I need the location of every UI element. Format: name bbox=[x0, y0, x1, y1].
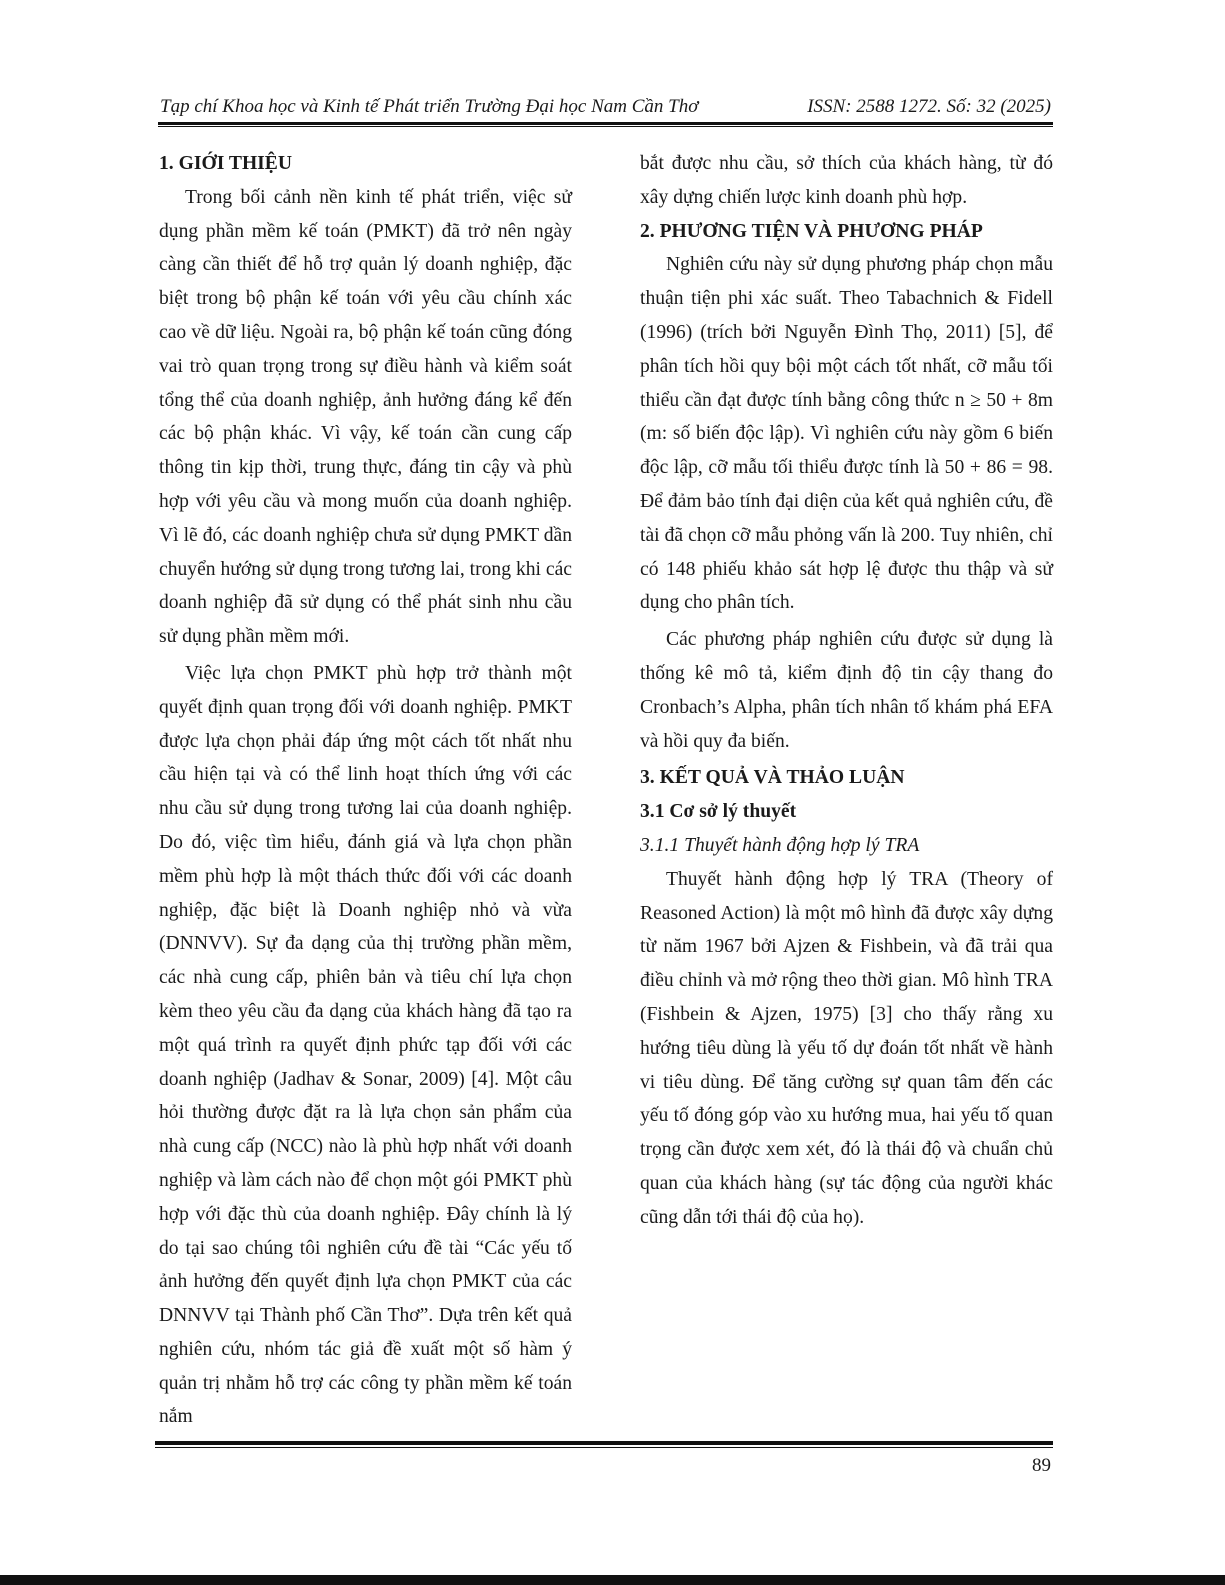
section-1-heading: 1. GIỚI THIỆU bbox=[159, 153, 293, 174]
methods-paragraph-2: Các phương pháp nghiên cứu được sử dụng là thống kê mô tả, kiểm định độ tin cậy thang đo Cronbach’s Alpha, phân tích nhân tố khám phá EFA và hồi quy đa biến. bbox=[640, 629, 1053, 752]
intro-paragraph-2: Việc lựa chọn PMKT phù hợp trở thành một quyết định quan trọng đối với doanh nghiệp. PMKT được lựa chọn phải đáp ứng một cách tốt nhất nhu cầu hiện tại và có thể linh hoạt thích ứng với các nhu cầu sử dụng trong tương lai của doanh nghiệp. Do đó, việc tìm hiểu, đánh giá và lựa chọn phần mềm phù hợp là một thách thức đối với các doanh nghiệp, đặc biệt là Doanh nghiệp nhỏ và vừa (DNNVV). Sự đa dạng của thị trường phần mềm, các nhà cung cấp, phiên bản và tiêu chí lựa chọn kèm theo yêu cầu đa dạng của khách hàng đã tạo ra một quá trình ra quyết định phức tạp đối với các doanh nghiệp (Jadhav & Sonar, 2009) [4]. Một câu hỏi thường được đặt ra là lựa chọn sản phẩm của nhà cung cấp (NCC) nào là phù hợp nhất với doanh nghiệp và làm cách nào để chọn một gói PMKT phù hợp với đặc thù của doanh nghiệp. Đây chính là lý do tại sao chúng tôi nghiên cứu đề tài “Các yếu tố ảnh hưởng đến quyết định lựa chọn PMKT của các DNNVV tại Thành phố Cần Thơ”. Dựa trên kết quả nghiên cứu, nhóm tác giả đề xuất một số hàm ý quản trị nhằm hỗ trợ các công ty phần mềm kế toán nắm bbox=[159, 662, 572, 1428]
header-divider bbox=[158, 122, 1053, 127]
journal-title: Tạp chí Khoa học và Kinh tế Phát triển Trường Đại học Nam Cần Thơ bbox=[160, 96, 699, 117]
subsection-3-1-heading: 3.1 Cơ sở lý thuyết bbox=[640, 801, 797, 823]
section-3-heading: 3. KẾT QUẢ VÀ THẢO LUẬN bbox=[640, 767, 905, 789]
section-2-heading: 2. PHƯƠNG TIỆN VÀ PHƯƠNG PHÁP bbox=[640, 220, 983, 242]
intro-paragraph-2-continued: bắt được nhu cầu, sở thích của khách hàng, từ đó xây dựng chiến lược kinh doanh phù hợp. bbox=[640, 153, 1053, 208]
methods-paragraph-1: Nghiên cứu này sử dụng phương pháp chọn mẫu thuận tiện phi xác suất. Theo Tabachnich & Fidell (1996) (trích bởi Nguyễn Đình Thọ, 2011) [5], để phân tích hồi quy bội một cách tốt nhất, cỡ mẫu tối thiểu cần đạt được tính bằng công thức n ≥ 50 + 8m (m: số biến độc lập). Vì nghiên cứu này gồm 6 biến độc lập, cỡ mẫu tối thiểu được tính là 50 + 86 = 98. Để đảm bảo tính đại diện của kết quả nghiên cứu, đề tài đã chọn cỡ mẫu phỏng vấn là 200. Tuy nhiên, chỉ có 148 phiếu khảo sát hợp lệ được thu thập và sử dụng cho phân tích. bbox=[640, 254, 1053, 614]
page-number: 89 bbox=[1032, 1455, 1051, 1476]
intro-paragraph-1: Trong bối cảnh nền kinh tế phát triển, việc sử dụng phần mềm kế toán (PMKT) đã trở nên ngày càng cần thiết để hỗ trợ quản lý doanh nghiệp, đặc biệt trong bộ phận kế toán với yêu cầu chính xác cao về dữ liệu. Ngoài ra, bộ phận kế toán cũng đóng vai trò quan trọng trong sự điều hành và kiểm soát tổng thể của doanh nghiệp, ảnh hưởng đáng kể đến các bộ phận khác. Vì vậy, kế toán cần cung cấp thông tin kịp thời, trung thực, đáng tin cậy và phù hợp với yêu cầu và mong muốn của doanh nghiệp. Vì lẽ đó, các doanh nghiệp chưa sử dụng PMKT dần chuyển hướng sử dụng trong tương lai, trong khi các doanh nghiệp đã sử dụng có thể phát sinh nhu cầu sử dụng phần mềm mới. bbox=[159, 186, 572, 648]
subsection-3-1-1-heading: 3.1.1 Thuyết hành động hợp lý TRA bbox=[640, 834, 920, 856]
tra-paragraph: Thuyết hành động hợp lý TRA (Theory of Reasoned Action) là một mô hình đã được xây dựng từ năm 1967 bởi Ajzen & Fishbein, và đã trải qua điều chỉnh và mở rộng theo thời gian. Mô hình TRA (Fishbein & Ajzen, 1975) [3] cho thấy rằng xu hướng tiêu dùng là yếu tố dự đoán tốt nhất về hành vi tiêu dùng. Để tăng cường sự quan tâm đến các yếu tố đóng góp vào xu hướng mua, hai yếu tố quan trọng cần được xem xét, đó là thái độ và chuẩn chủ quan của khách hàng (sự tác động của người khác cũng dẫn tới thái độ của họ). bbox=[640, 868, 1053, 1228]
footer-divider bbox=[155, 1441, 1053, 1448]
right-column bbox=[640, 147, 1053, 1235]
bottom-edge-bar bbox=[0, 1575, 1225, 1585]
issn-issue: ISSN: 2588 1272. Số: 32 (2025) bbox=[807, 96, 1051, 117]
left-column bbox=[159, 147, 572, 1434]
